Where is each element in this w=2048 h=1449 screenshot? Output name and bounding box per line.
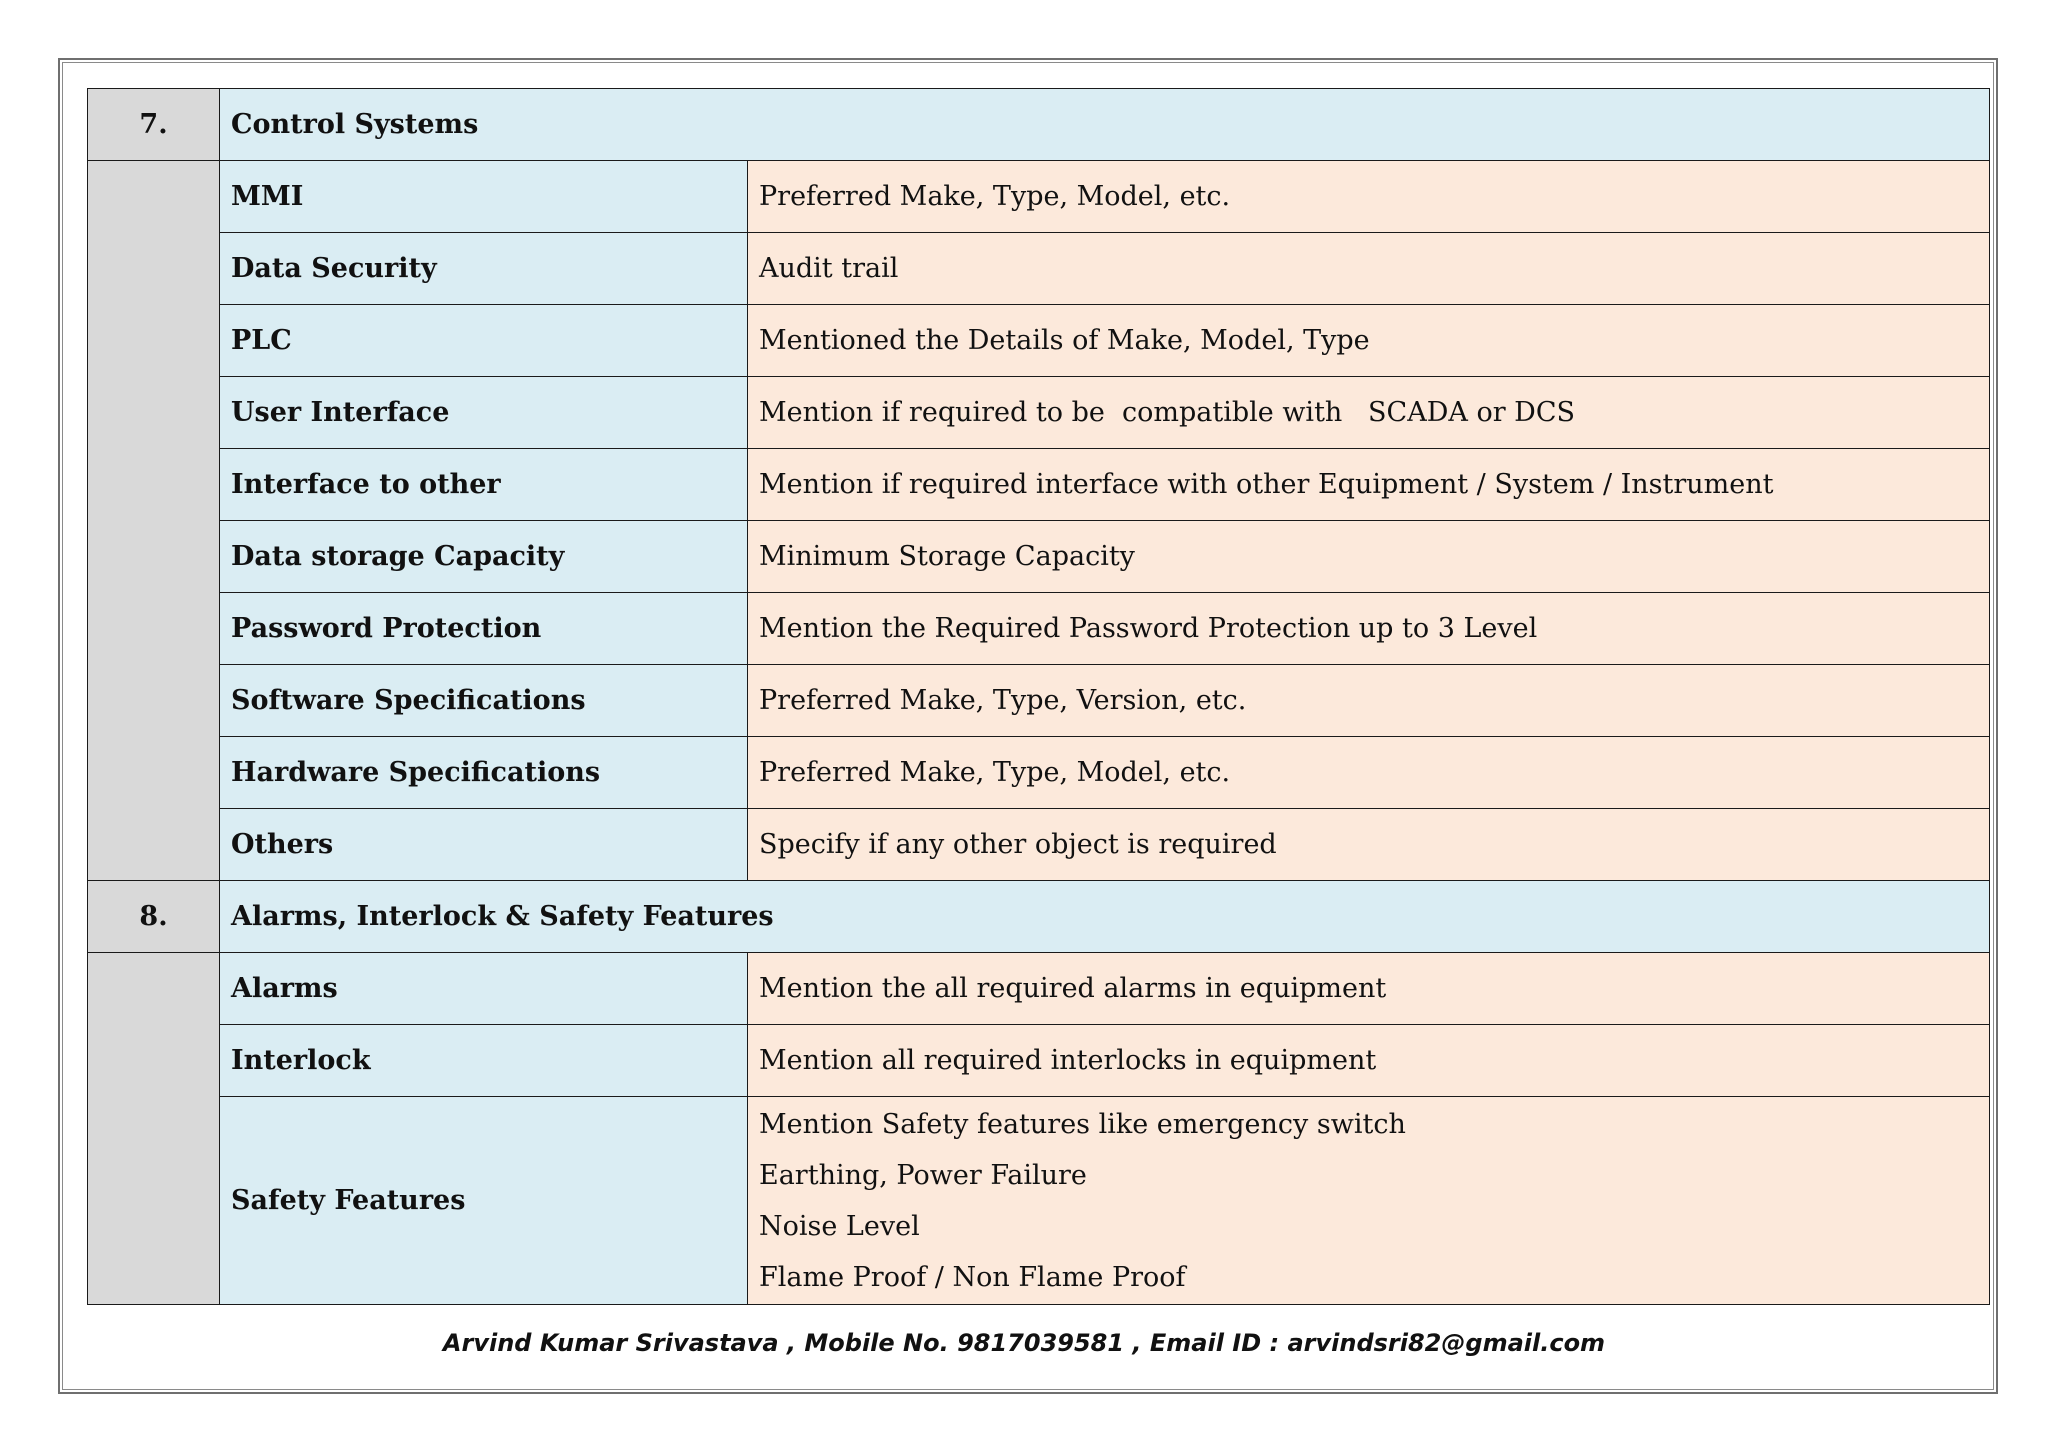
row-label: User Interface: [220, 377, 748, 449]
row-label: Password Protection: [220, 593, 748, 665]
row-value: Mentioned the Details of Make, Model, Type: [748, 305, 1990, 377]
row-label: Software Specifications: [220, 665, 748, 737]
row-label: MMI: [220, 161, 748, 233]
section-number-spacer: [88, 161, 220, 881]
row-value: Preferred Make, Type, Model, etc.: [748, 737, 1990, 809]
row-value: Mention if required interface with other Equipment / System / Instrument: [748, 449, 1990, 521]
table-row: [88, 305, 1990, 377]
row-label: Interlock: [220, 1025, 748, 1097]
table-row: [88, 809, 1990, 881]
footer-contact: Arvind Kumar Srivastava , Mobile No. 9817039581 , Email ID : arvindsri82@gmail.com: [442, 1329, 1606, 1357]
table-row: [88, 1097, 1990, 1305]
row-value: Preferred Make, Type, Model, etc.: [748, 161, 1990, 233]
table-row: [88, 665, 1990, 737]
row-label: Alarms: [220, 953, 748, 1025]
table-row: [88, 521, 1990, 593]
table-row: [88, 161, 1990, 233]
table-row: [88, 737, 1990, 809]
table-row: [88, 233, 1990, 305]
value-line: Earthing, Power Failure: [759, 1159, 1087, 1191]
table-row: [88, 377, 1990, 449]
value-line: Noise Level: [759, 1210, 920, 1242]
section-number-spacer: [88, 953, 220, 1305]
row-label: Others: [220, 809, 748, 881]
row-value: Mention the Required Password Protection up to 3 Level: [748, 593, 1990, 665]
section-header-row: [88, 89, 1990, 161]
row-label: Safety Features: [220, 1097, 748, 1305]
table-row: [88, 953, 1990, 1025]
row-value: Mention if required to be compatible with SCADA or DCS: [748, 377, 1990, 449]
row-label: PLC: [220, 305, 748, 377]
specification-table: [87, 88, 1990, 1305]
value-line: Flame Proof / Non Flame Proof: [759, 1261, 1186, 1293]
row-label: Interface to other: [220, 449, 748, 521]
section-number: 8.: [88, 881, 220, 953]
table-row: [88, 449, 1990, 521]
row-value: Minimum Storage Capacity: [748, 521, 1990, 593]
row-label: Hardware Specifications: [220, 737, 748, 809]
row-label: Data Security: [220, 233, 748, 305]
section-number: 7.: [88, 89, 220, 161]
row-value: Mention the all required alarms in equipment: [748, 953, 1990, 1025]
section-title: Control Systems: [220, 89, 1990, 161]
row-value: Mention all required interlocks in equipment: [748, 1025, 1990, 1097]
table-row: [88, 1025, 1990, 1097]
row-value: Specify if any other object is required: [748, 809, 1990, 881]
row-value: Audit trail: [748, 233, 1990, 305]
section-header-row: [88, 881, 1990, 953]
section-title: Alarms, Interlock & Safety Features: [220, 881, 1990, 953]
table-row: [88, 593, 1990, 665]
value-line: Mention Safety features like emergency switch: [759, 1108, 1406, 1140]
row-label: Data storage Capacity: [220, 521, 748, 593]
row-value: Preferred Make, Type, Version, etc.: [748, 665, 1990, 737]
row-value: [748, 1097, 1990, 1305]
